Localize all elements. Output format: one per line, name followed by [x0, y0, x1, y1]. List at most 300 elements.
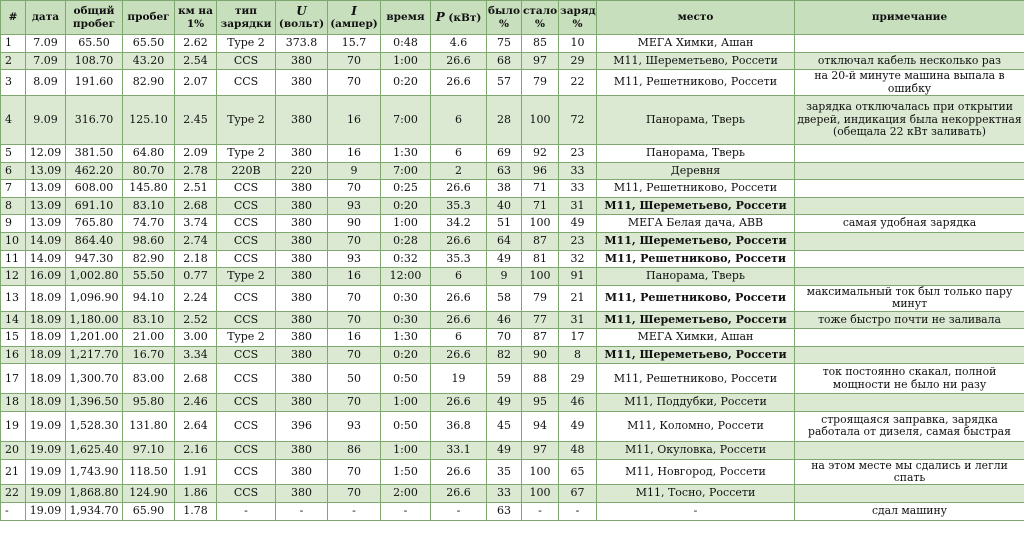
cell-current: 93	[328, 411, 381, 441]
cell-date: 14.09	[26, 250, 66, 268]
cell-power: 26.6	[431, 394, 487, 412]
cell-total-mileage: 462.20	[66, 162, 123, 180]
cell-voltage: 380	[276, 96, 328, 145]
cell-voltage: 380	[276, 197, 328, 215]
cell-number: 2	[1, 52, 26, 70]
table-row	[1, 180, 1024, 198]
col-became-percent: стало %	[522, 1, 559, 35]
cell-note: тоже быстро почти не заливала	[795, 311, 1024, 329]
cell-became-percent: 88	[522, 364, 559, 394]
cell-place: М11, Шереметьево, Россети	[597, 197, 795, 215]
table-body	[1, 35, 1024, 521]
cell-voltage: 380	[276, 364, 328, 394]
cell-number: 7	[1, 180, 26, 198]
cell-place: Панорама, Тверь	[597, 145, 795, 163]
cell-mileage: 55.50	[123, 268, 175, 286]
cell-mileage: 80.70	[123, 162, 175, 180]
cell-charge-percent: 49	[559, 411, 597, 441]
cell-charge-percent: 22	[559, 70, 597, 96]
cell-time: -	[381, 502, 431, 520]
cell-mileage: 65.90	[123, 502, 175, 520]
cell-number: 13	[1, 285, 26, 311]
cell-power: 36.8	[431, 411, 487, 441]
cell-date: 13.09	[26, 197, 66, 215]
cell-became-percent: 79	[522, 285, 559, 311]
cell-km-per-percent: 1.78	[175, 502, 217, 520]
cell-current: 16	[328, 329, 381, 347]
cell-date: 18.09	[26, 311, 66, 329]
cell-number: 5	[1, 145, 26, 163]
cell-note: сдал машину	[795, 502, 1024, 520]
table-row	[1, 285, 1024, 311]
cell-number: 15	[1, 329, 26, 347]
cell-km-per-percent: 2.64	[175, 411, 217, 441]
cell-total-mileage: 108.70	[66, 52, 123, 70]
col-power	[431, 1, 487, 35]
cell-place: М11, Окуловка, Россети	[597, 441, 795, 459]
cell-time: 1:30	[381, 145, 431, 163]
cell-charger-type: CCS	[217, 250, 276, 268]
cell-became-percent: 81	[522, 250, 559, 268]
cell-mileage: 118.50	[123, 459, 175, 485]
cell-place: М11, Шереметьево, Россети	[597, 311, 795, 329]
cell-mileage: 64.80	[123, 145, 175, 163]
cell-voltage: 380	[276, 180, 328, 198]
cell-date: 7.09	[26, 35, 66, 53]
cell-number: 11	[1, 250, 26, 268]
cell-total-mileage: 765.80	[66, 215, 123, 233]
cell-became-percent: 71	[522, 197, 559, 215]
cell-current: 70	[328, 70, 381, 96]
cell-number: 1	[1, 35, 26, 53]
table-row	[1, 485, 1024, 503]
cell-power: 26.6	[431, 485, 487, 503]
cell-charge-percent: 91	[559, 268, 597, 286]
table-row	[1, 35, 1024, 53]
cell-voltage: 380	[276, 459, 328, 485]
cell-became-percent: 96	[522, 162, 559, 180]
cell-became-percent: 97	[522, 52, 559, 70]
cell-note	[795, 329, 1024, 347]
cell-charge-percent: 31	[559, 311, 597, 329]
cell-became-percent: 71	[522, 180, 559, 198]
table-row	[1, 197, 1024, 215]
cell-current: 70	[328, 394, 381, 412]
cell-note	[795, 145, 1024, 163]
cell-power: 19	[431, 364, 487, 394]
cell-charger-type: CCS	[217, 394, 276, 412]
cell-current: 16	[328, 268, 381, 286]
cell-power: 26.6	[431, 311, 487, 329]
cell-was-percent: 63	[487, 502, 522, 520]
cell-date: 9.09	[26, 96, 66, 145]
cell-total-mileage: 1,217.70	[66, 346, 123, 364]
cell-power: 33.1	[431, 441, 487, 459]
cell-date: 18.09	[26, 346, 66, 364]
cell-total-mileage: 691.10	[66, 197, 123, 215]
cell-was-percent: 35	[487, 459, 522, 485]
cell-power: 35.3	[431, 250, 487, 268]
cell-power: 34.2	[431, 215, 487, 233]
cell-power: 6	[431, 268, 487, 286]
cell-charger-type: Type 2	[217, 96, 276, 145]
cell-charger-type: 220В	[217, 162, 276, 180]
cell-place: М11, Тосно, Россети	[597, 485, 795, 503]
cell-charge-percent: 46	[559, 394, 597, 412]
cell-place: М11, Решетниково, Россети	[597, 364, 795, 394]
cell-charger-type: CCS	[217, 459, 276, 485]
cell-mileage: 21.00	[123, 329, 175, 347]
cell-number: 19	[1, 411, 26, 441]
cell-current: 70	[328, 180, 381, 198]
cell-time: 0:20	[381, 197, 431, 215]
cell-voltage: 380	[276, 215, 328, 233]
current-symbol: I	[351, 3, 357, 18]
cell-became-percent: 87	[522, 232, 559, 250]
cell-mileage: 74.70	[123, 215, 175, 233]
cell-note	[795, 485, 1024, 503]
cell-total-mileage: 316.70	[66, 96, 123, 145]
cell-mileage: 65.50	[123, 35, 175, 53]
cell-power: 6	[431, 96, 487, 145]
cell-became-percent: 85	[522, 35, 559, 53]
cell-note	[795, 441, 1024, 459]
cell-place: М11, Новгород, Россети	[597, 459, 795, 485]
col-current	[328, 1, 381, 35]
cell-was-percent: 38	[487, 180, 522, 198]
cell-was-percent: 46	[487, 311, 522, 329]
cell-place: -	[597, 502, 795, 520]
table-row	[1, 250, 1024, 268]
cell-date: 18.09	[26, 394, 66, 412]
cell-mileage: 145.80	[123, 180, 175, 198]
table-row	[1, 411, 1024, 441]
cell-charge-percent: 65	[559, 459, 597, 485]
cell-place: Панорама, Тверь	[597, 96, 795, 145]
cell-mileage: 95.80	[123, 394, 175, 412]
cell-became-percent: 79	[522, 70, 559, 96]
cell-km-per-percent: 2.54	[175, 52, 217, 70]
cell-power: 2	[431, 162, 487, 180]
cell-total-mileage: 381.50	[66, 145, 123, 163]
cell-time: 0:28	[381, 232, 431, 250]
cell-charger-type: CCS	[217, 364, 276, 394]
cell-charge-percent: 31	[559, 197, 597, 215]
cell-voltage: 380	[276, 145, 328, 163]
cell-charge-percent: -	[559, 502, 597, 520]
cell-km-per-percent: 3.34	[175, 346, 217, 364]
cell-was-percent: 68	[487, 52, 522, 70]
cell-time: 0:32	[381, 250, 431, 268]
cell-charge-percent: 8	[559, 346, 597, 364]
cell-total-mileage: 1,201.00	[66, 329, 123, 347]
cell-charge-percent: 23	[559, 232, 597, 250]
cell-place: М11, Шереметьево, Россети	[597, 52, 795, 70]
cell-charger-type: CCS	[217, 346, 276, 364]
cell-time: 1:50	[381, 459, 431, 485]
cell-was-percent: 58	[487, 285, 522, 311]
cell-time: 0:30	[381, 285, 431, 311]
col-mileage: пробег	[123, 1, 175, 35]
cell-charge-percent: 33	[559, 180, 597, 198]
cell-date: 16.09	[26, 268, 66, 286]
cell-total-mileage: 1,002.80	[66, 268, 123, 286]
cell-number: 22	[1, 485, 26, 503]
cell-date: 19.09	[26, 485, 66, 503]
cell-total-mileage: 1,300.70	[66, 364, 123, 394]
cell-became-percent: 97	[522, 441, 559, 459]
table-header	[1, 1, 1024, 35]
cell-time: 2:00	[381, 485, 431, 503]
cell-note: самая удобная зарядка	[795, 215, 1024, 233]
cell-note	[795, 250, 1024, 268]
cell-charger-type: CCS	[217, 180, 276, 198]
cell-total-mileage: 191.60	[66, 70, 123, 96]
cell-charger-type: CCS	[217, 197, 276, 215]
cell-voltage: 380	[276, 346, 328, 364]
cell-mileage: 83.00	[123, 364, 175, 394]
cell-voltage: 396	[276, 411, 328, 441]
cell-power: 6	[431, 145, 487, 163]
cell-time: 1:00	[381, 215, 431, 233]
cell-charger-type: Type 2	[217, 268, 276, 286]
cell-charger-type: CCS	[217, 485, 276, 503]
cell-km-per-percent: 2.18	[175, 250, 217, 268]
cell-date: 13.09	[26, 180, 66, 198]
cell-became-percent: 92	[522, 145, 559, 163]
voltage-unit: (вольт)	[278, 18, 325, 31]
cell-date: 8.09	[26, 70, 66, 96]
cell-date: 19.09	[26, 411, 66, 441]
table-row	[1, 96, 1024, 145]
col-number: #	[1, 1, 26, 35]
cell-charger-type: CCS	[217, 215, 276, 233]
cell-charger-type: CCS	[217, 285, 276, 311]
cell-charge-percent: 67	[559, 485, 597, 503]
cell-charger-type: CCS	[217, 311, 276, 329]
cell-note	[795, 268, 1024, 286]
cell-was-percent: 64	[487, 232, 522, 250]
cell-note	[795, 35, 1024, 53]
table-row	[1, 268, 1024, 286]
cell-place: МЕГА Химки, Ашан	[597, 35, 795, 53]
table-row	[1, 441, 1024, 459]
cell-number: 6	[1, 162, 26, 180]
cell-voltage: 380	[276, 441, 328, 459]
cell-charge-percent: 21	[559, 285, 597, 311]
cell-km-per-percent: 2.46	[175, 394, 217, 412]
col-was-percent: было %	[487, 1, 522, 35]
cell-note: на 20-й минуте машина выпала в ошибку	[795, 70, 1024, 96]
cell-km-per-percent: 3.00	[175, 329, 217, 347]
cell-km-per-percent: 0.77	[175, 268, 217, 286]
cell-note: отключал кабель несколько раз	[795, 52, 1024, 70]
cell-voltage: -	[276, 502, 328, 520]
cell-was-percent: 59	[487, 364, 522, 394]
cell-place: М11, Решетниково, Россети	[597, 250, 795, 268]
cell-total-mileage: 65.50	[66, 35, 123, 53]
cell-total-mileage: 608.00	[66, 180, 123, 198]
cell-current: 16	[328, 96, 381, 145]
cell-power: -	[431, 502, 487, 520]
cell-km-per-percent: 2.51	[175, 180, 217, 198]
cell-number: 20	[1, 441, 26, 459]
cell-date: 19.09	[26, 441, 66, 459]
cell-place: М11, Шереметьево, Россети	[597, 346, 795, 364]
power-unit: (кВт)	[448, 11, 482, 24]
cell-number: 8	[1, 197, 26, 215]
cell-mileage: 131.80	[123, 411, 175, 441]
cell-time: 7:00	[381, 96, 431, 145]
cell-power: 4.6	[431, 35, 487, 53]
cell-current: 93	[328, 250, 381, 268]
cell-current: 93	[328, 197, 381, 215]
cell-km-per-percent: 2.24	[175, 285, 217, 311]
cell-charge-percent: 29	[559, 364, 597, 394]
cell-note	[795, 232, 1024, 250]
cell-charger-type: Type 2	[217, 35, 276, 53]
cell-km-per-percent: 2.74	[175, 232, 217, 250]
cell-total-mileage: 1,396.50	[66, 394, 123, 412]
cell-voltage: 380	[276, 52, 328, 70]
cell-time: 7:00	[381, 162, 431, 180]
cell-was-percent: 49	[487, 250, 522, 268]
cell-was-percent: 28	[487, 96, 522, 145]
cell-charge-percent: 33	[559, 162, 597, 180]
cell-mileage: 43.20	[123, 52, 175, 70]
cell-date: 12.09	[26, 145, 66, 163]
cell-note	[795, 394, 1024, 412]
cell-place: М11, Решетниково, Россети	[597, 180, 795, 198]
cell-km-per-percent: 2.45	[175, 96, 217, 145]
cell-total-mileage: 1,180.00	[66, 311, 123, 329]
cell-power: 26.6	[431, 346, 487, 364]
cell-became-percent: 100	[522, 96, 559, 145]
table-row	[1, 346, 1024, 364]
cell-place: Панорама, Тверь	[597, 268, 795, 286]
cell-date: 19.09	[26, 459, 66, 485]
table-row	[1, 364, 1024, 394]
cell-total-mileage: 864.40	[66, 232, 123, 250]
col-km-per-percent: км на 1%	[175, 1, 217, 35]
cell-place: Деревня	[597, 162, 795, 180]
cell-total-mileage: 1,528.30	[66, 411, 123, 441]
cell-number: 14	[1, 311, 26, 329]
col-place: место	[597, 1, 795, 35]
cell-date: 18.09	[26, 285, 66, 311]
cell-charger-type: CCS	[217, 232, 276, 250]
cell-number: -	[1, 502, 26, 520]
col-charge-percent: заряд %	[559, 1, 597, 35]
cell-total-mileage: 1,868.80	[66, 485, 123, 503]
cell-place: М11, Решетниково, Россети	[597, 70, 795, 96]
cell-number: 16	[1, 346, 26, 364]
cell-km-per-percent: 2.07	[175, 70, 217, 96]
table-row	[1, 394, 1024, 412]
cell-current: 15.7	[328, 35, 381, 53]
cell-current: 9	[328, 162, 381, 180]
cell-number: 4	[1, 96, 26, 145]
cell-time: 0:50	[381, 364, 431, 394]
cell-current: 70	[328, 311, 381, 329]
cell-became-percent: 100	[522, 268, 559, 286]
cell-current: 50	[328, 364, 381, 394]
cell-was-percent: 57	[487, 70, 522, 96]
cell-note: на этом месте мы сдались и легли спать	[795, 459, 1024, 485]
cell-number: 3	[1, 70, 26, 96]
cell-place: МЕГА Химки, Ашан	[597, 329, 795, 347]
cell-mileage: 16.70	[123, 346, 175, 364]
col-voltage	[276, 1, 328, 35]
cell-became-percent: 100	[522, 485, 559, 503]
cell-was-percent: 40	[487, 197, 522, 215]
cell-total-mileage: 1,934.70	[66, 502, 123, 520]
cell-mileage: 82.90	[123, 70, 175, 96]
cell-km-per-percent: 2.78	[175, 162, 217, 180]
cell-current: 70	[328, 52, 381, 70]
table-row	[1, 215, 1024, 233]
cell-date: 7.09	[26, 52, 66, 70]
cell-time: 1:00	[381, 394, 431, 412]
table-row	[1, 329, 1024, 347]
cell-km-per-percent: 2.68	[175, 364, 217, 394]
table-row	[1, 232, 1024, 250]
cell-was-percent: 63	[487, 162, 522, 180]
col-charger-type: тип зарядки	[217, 1, 276, 35]
cell-current: 16	[328, 145, 381, 163]
cell-time: 1:30	[381, 329, 431, 347]
cell-voltage: 373.8	[276, 35, 328, 53]
cell-km-per-percent: 2.68	[175, 197, 217, 215]
cell-charge-percent: 23	[559, 145, 597, 163]
cell-became-percent: 100	[522, 459, 559, 485]
cell-note: ток постоянно скакал, полной мощности не было ни разу	[795, 364, 1024, 394]
cell-number: 21	[1, 459, 26, 485]
cell-was-percent: 9	[487, 268, 522, 286]
cell-charger-type: CCS	[217, 52, 276, 70]
cell-mileage: 124.90	[123, 485, 175, 503]
current-unit: (ампер)	[330, 18, 378, 31]
cell-number: 18	[1, 394, 26, 412]
cell-voltage: 380	[276, 329, 328, 347]
cell-charger-type: -	[217, 502, 276, 520]
cell-place: МЕГА Белая дача, ABB	[597, 215, 795, 233]
table-row	[1, 502, 1024, 520]
cell-became-percent: 95	[522, 394, 559, 412]
table-row	[1, 311, 1024, 329]
cell-power: 6	[431, 329, 487, 347]
cell-was-percent: 51	[487, 215, 522, 233]
cell-time: 0:30	[381, 311, 431, 329]
cell-time: 0:20	[381, 346, 431, 364]
cell-charge-percent: 72	[559, 96, 597, 145]
cell-was-percent: 69	[487, 145, 522, 163]
cell-date: 18.09	[26, 364, 66, 394]
cell-time: 0:48	[381, 35, 431, 53]
cell-mileage: 82.90	[123, 250, 175, 268]
voltage-symbol: U	[296, 3, 307, 18]
cell-time: 1:00	[381, 52, 431, 70]
cell-date: 13.09	[26, 162, 66, 180]
cell-note: максимальный ток был только пару минут	[795, 285, 1024, 311]
cell-charger-type: Type 2	[217, 329, 276, 347]
cell-total-mileage: 1,625.40	[66, 441, 123, 459]
cell-date: 14.09	[26, 232, 66, 250]
cell-voltage: 380	[276, 394, 328, 412]
cell-total-mileage: 947.30	[66, 250, 123, 268]
cell-time: 1:00	[381, 441, 431, 459]
cell-time: 0:20	[381, 70, 431, 96]
